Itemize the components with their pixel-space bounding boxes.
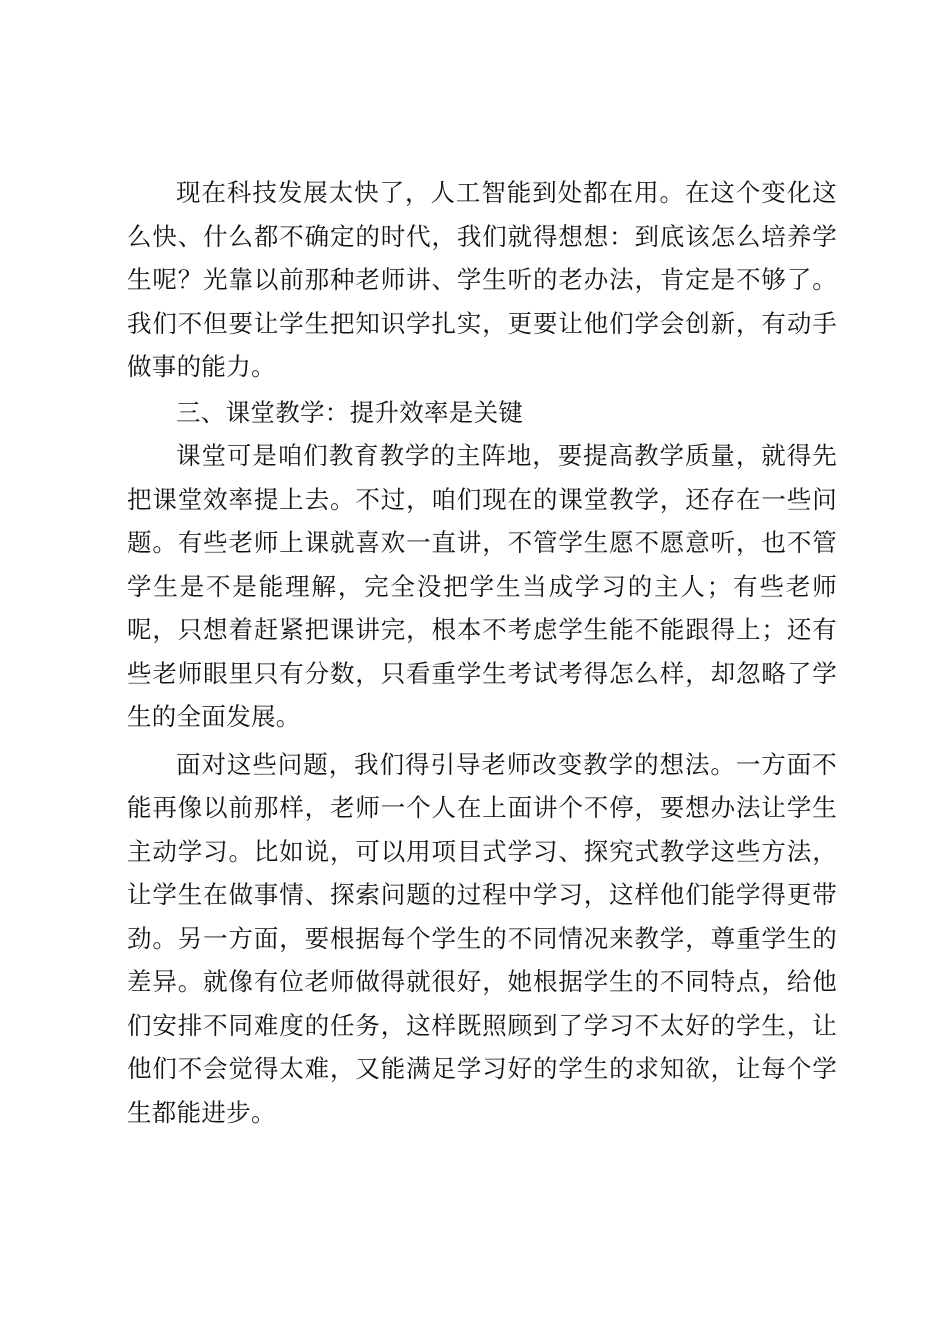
document-body [127,171,837,1134]
paragraph-classroom-problems: 课堂可是咱们教育教学的主阵地，要提高教学质量，就得先把课堂效率提上去。不过，咱们现在的课堂教学，还存在一些问题。有些老师上课就喜欢一直讲，不管学生愿不愿意听，也不管学生是不是能理解，完全没把学生当成学习的主人；有些老师呢，只想着赶紧把课讲完，根本不考虑学生能不能跟得上；还有些老师眼里只有分数，只看重学生考试考得怎么样，却忽略了学生的全面发展。 [127,441,837,731]
paragraph-intro: 现在科技发展太快了，人工智能到处都在用。在这个变化这么快、什么都不确定的时代，我们就得想想：到底该怎么培养学生呢？光靠以前那种老师讲、学生听的老办法，肯定是不够了。我们不但要让学生把知识学扎实，更要让他们学会创新，有动手做事的能力。 [127,178,837,381]
section-heading: 三、课堂教学：提升效率是关键 [176,397,524,427]
paragraph-solutions: 面对这些问题，我们得引导老师改变教学的想法。一方面不能再像以前那样，老师一个人在上面讲个不停，要想办法让学生主动学习。比如说，可以用项目式学习、探究式教学这些方法，让学生在做事情、探索问题的过程中学习，这样他们能学得更带劲。另一方面，要根据每个学生的不同情况来教学，尊重学生的差异。就像有位老师做得就很好，她根据学生的不同特点，给他们安排不同难度的任务，这样既照顾到了学习不太好的学生，让他们不会觉得太难，又能满足学习好的学生的求知欲，让每个学生都能进步。 [127,749,837,1127]
